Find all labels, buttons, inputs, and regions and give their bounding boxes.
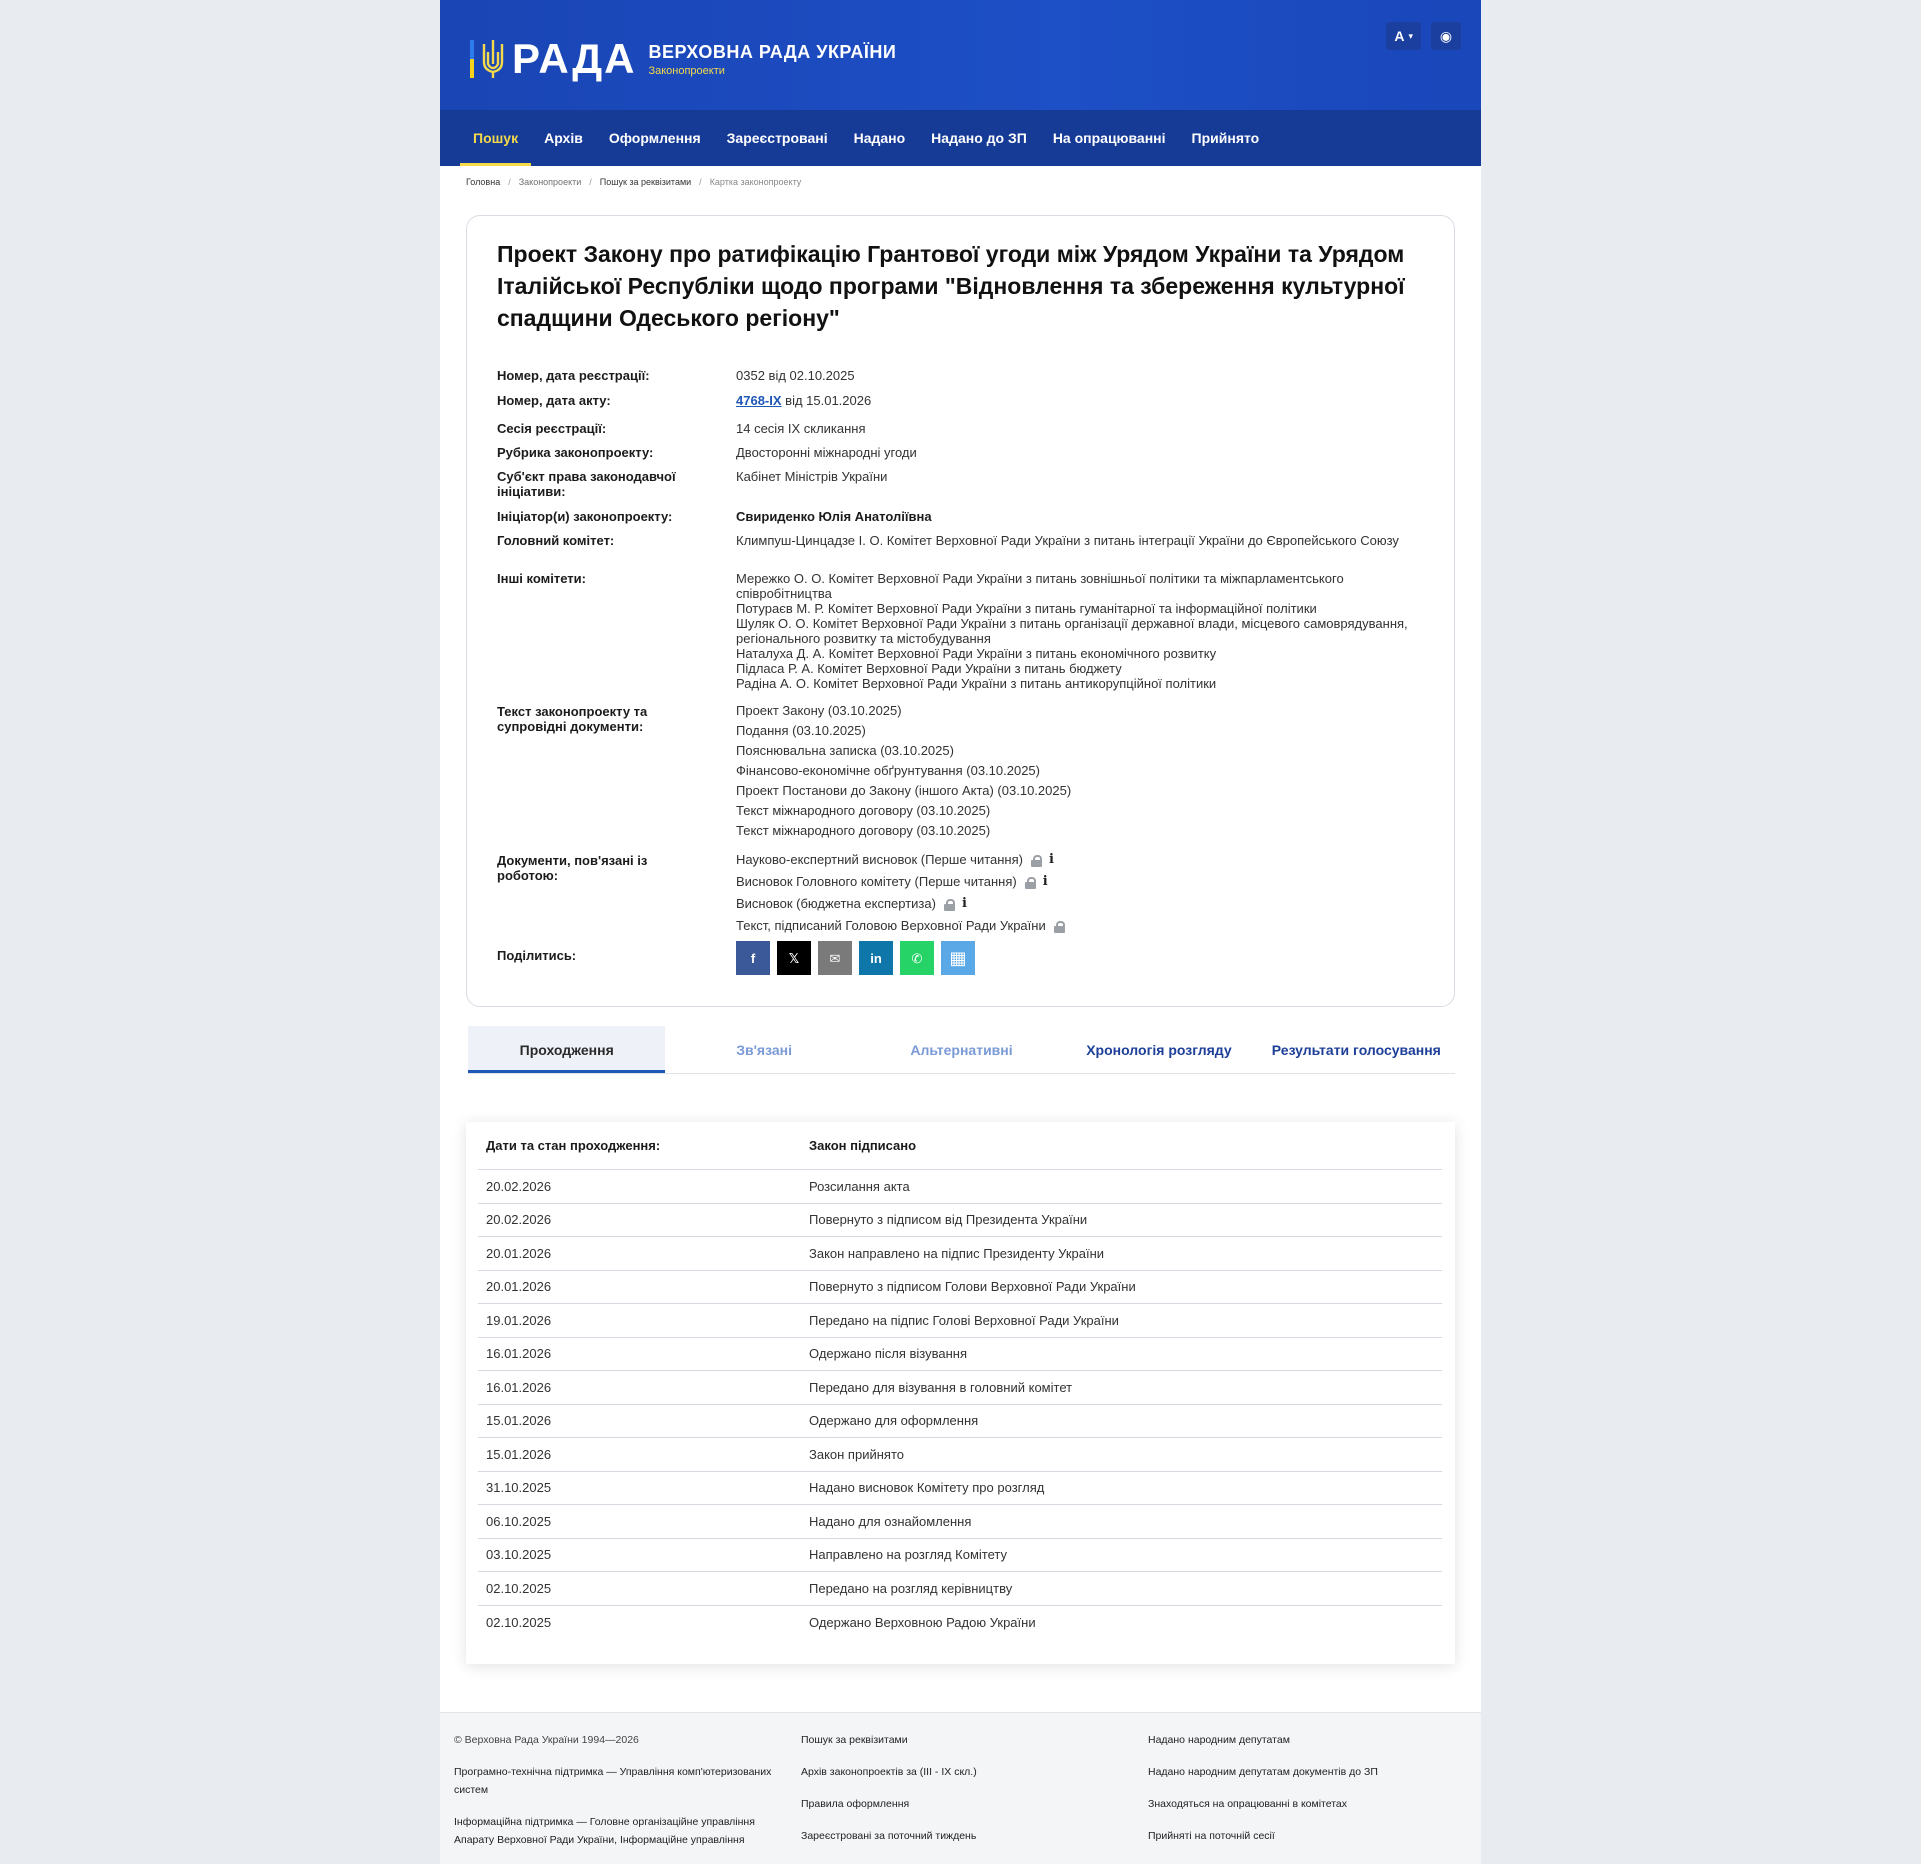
row-status: Одержано Верховною Радою України xyxy=(809,1614,1036,1630)
bill-title: Проект Закону про ратифікацію Грантової угоди між Урядом України та Урядом Італійської Республіки щодо програми "Відновлення та збереження культурної спадщини Одеського регіону" xyxy=(497,241,1405,331)
table-row xyxy=(478,1606,1442,1640)
nav-item-drafting[interactable]: Оформлення xyxy=(608,130,701,146)
row-status: Закон направлено на підпис Президенту України xyxy=(809,1245,1105,1261)
page xyxy=(440,0,1481,1864)
row-date: 31.10.2025 xyxy=(486,1480,552,1496)
footer-info-support: Інформаційна підтримка — Головне організаційне управління Апарату Верховної Ради України, Інформаційне управління xyxy=(454,1816,755,1846)
row-date: 03.10.2025 xyxy=(486,1547,552,1563)
row-status: Повернуто з підписом від Президента України xyxy=(809,1212,1088,1228)
linkedin-icon: in xyxy=(870,950,882,966)
nav-item-search[interactable]: Пошук xyxy=(460,110,531,166)
email-share-button[interactable] xyxy=(818,941,852,975)
tab-passage[interactable]: Проходження xyxy=(468,1026,665,1073)
facebook-share-button[interactable] xyxy=(736,941,770,975)
table-row xyxy=(478,1304,1442,1338)
field-value: Кабінет Міністрів України xyxy=(736,469,888,484)
document-link[interactable]: Проект Постанови до Закону (іншого Акта) (03.10.2025) xyxy=(736,783,1072,798)
list-item: Шуляк О. О. Комітет Верховної Ради України з питань організації державної влади, місцевого самоврядування, регіонального розвитку та містобудування xyxy=(736,616,1408,646)
logo-subtitle xyxy=(648,42,896,77)
footer-link[interactable]: Знаходяться на опрацюванні в комітетах xyxy=(1148,1798,1348,1810)
font-size-button[interactable] xyxy=(1386,22,1421,50)
eye-icon: ◉ xyxy=(1439,27,1453,44)
row-status: Повернуто з підписом Голови Верховної Ради України xyxy=(809,1279,1136,1295)
field-value xyxy=(736,509,1426,524)
table-row xyxy=(478,1371,1442,1405)
table-row xyxy=(478,1438,1442,1472)
section-name: Законопроекти xyxy=(648,64,725,77)
site-footer xyxy=(440,1712,1481,1864)
related-doc-link[interactable]: Текст, підписаний Головою Верховної Ради України xyxy=(736,918,1046,933)
document-link[interactable]: Проект Закону (03.10.2025) xyxy=(736,703,902,718)
breadcrumb-separator: / xyxy=(699,177,702,187)
nav-item-registered[interactable]: Зареєстровані xyxy=(726,130,828,146)
footer-col-links-2 xyxy=(1148,1731,1468,1859)
related-doc xyxy=(736,871,1426,893)
table-row xyxy=(478,1539,1442,1573)
footer-link[interactable]: Правила оформлення xyxy=(801,1798,910,1810)
lock-icon xyxy=(1025,877,1036,888)
field-label: Інші комітети: xyxy=(497,571,586,586)
row-status: Надано висновок Комітету про розгляд xyxy=(809,1480,1045,1496)
document-link[interactable]: Текст міжнародного договору (03.10.2025) xyxy=(736,823,991,838)
lock-icon xyxy=(1031,855,1042,866)
act-date: від 15.01.2026 xyxy=(781,393,872,408)
row-date: 02.10.2025 xyxy=(486,1580,552,1596)
row-date: 19.01.2026 xyxy=(486,1312,552,1328)
row-status: Одержано для оформлення xyxy=(809,1413,979,1429)
site-header xyxy=(440,0,1481,110)
field-label: Сесія реєстрації: xyxy=(497,421,607,436)
footer-link[interactable]: Архів законопроектів за (III - IX скл.) xyxy=(801,1766,977,1778)
breadcrumb xyxy=(466,177,801,187)
row-status: Направлено на розгляд Комітету xyxy=(809,1547,1007,1563)
facebook-icon: f xyxy=(750,950,756,966)
logo-word: РАДА xyxy=(512,35,637,82)
documents-list xyxy=(736,701,1426,841)
nav-item-in-processing[interactable]: На опрацюванні xyxy=(1052,130,1166,146)
document-link[interactable]: Текст міжнародного договору (03.10.2025) xyxy=(736,803,991,818)
field-label: Ініціатор(и) законопроекту: xyxy=(497,509,673,524)
footer-link[interactable]: Прийняті на поточній сесії xyxy=(1148,1830,1275,1842)
field-label: Текст законопроекту та супровідні документи: xyxy=(497,704,648,734)
footer-tech-support: Програмно-технічна підтримка — Управління комп'ютеризованих систем xyxy=(454,1766,772,1796)
field-value xyxy=(736,393,1426,408)
field-value: Двосторонні міжнародні угоди xyxy=(736,445,917,460)
field-value: Климпуш-Цинцадзе І. О. Комітет Верховної Ради України з питань інтеграції України до Європейського Союзу xyxy=(736,533,1399,548)
row-date: 15.01.2026 xyxy=(486,1413,552,1429)
nav-item-submitted-zp[interactable]: Надано до ЗП xyxy=(931,130,1027,146)
header-tools xyxy=(1386,22,1461,50)
share-buttons xyxy=(736,941,975,975)
info-icon[interactable]: i xyxy=(1042,874,1048,889)
footer-link[interactable]: Надано народним депутатам xyxy=(1148,1734,1290,1746)
row-date: 20.01.2026 xyxy=(486,1245,552,1261)
field-label: Номер, дата реєстрації: xyxy=(497,368,650,383)
list-item: Потураєв М. Р. Комітет Верховної Ради України з питань гуманітарної та інформаційної політики xyxy=(736,601,1317,616)
bill-card xyxy=(466,215,1455,1007)
list-item: Радіна А. О. Комітет Верховної Ради України з питань антикорупційної політики xyxy=(736,676,1217,691)
list-item: Наталуха Д. А. Комітет Верховної Ради України з питань економічного розвитку xyxy=(736,646,1217,661)
field-label: Номер, дата акту: xyxy=(497,393,611,408)
breadcrumb-separator: / xyxy=(589,177,592,187)
nav-item-submitted[interactable]: Надано xyxy=(853,130,906,146)
column-header-status: Закон підписано xyxy=(809,1138,917,1153)
linkedin-share-button[interactable] xyxy=(859,941,893,975)
table-row xyxy=(478,1472,1442,1506)
breadcrumb-current: Картка законопроекту xyxy=(709,177,802,187)
other-committees-list xyxy=(736,571,1426,691)
lock-icon xyxy=(944,899,955,910)
whatsapp-share-button[interactable] xyxy=(900,941,934,975)
tab-voting-results[interactable]: Результати голосування xyxy=(1271,1042,1441,1058)
field-label: Поділитись: xyxy=(497,948,577,963)
breadcrumb-search[interactable]: Пошук за реквізитами xyxy=(599,177,692,187)
list-item: Підласа Р. А. Комітет Верховної Ради України з питань бюджету xyxy=(736,661,1122,676)
row-status: Передано на розгляд керівництву xyxy=(809,1580,1013,1596)
footer-col-info xyxy=(454,1731,784,1863)
lock-icon xyxy=(1054,921,1065,932)
initiator-name: Свириденко Юлія Анатоліївна xyxy=(736,509,932,524)
related-doc-link[interactable]: Висновок Головного комітету (Перше читання) xyxy=(736,874,1017,889)
related-doc xyxy=(736,849,1426,871)
table-row xyxy=(478,1572,1442,1606)
field-value: 0352 від 02.10.2025 xyxy=(736,368,855,383)
row-status: Надано для ознайомлення xyxy=(809,1513,972,1529)
row-status: Передано на підпис Голові Верховної Ради України xyxy=(809,1312,1119,1328)
footer-link[interactable]: Зареєстровані за поточний тиждень xyxy=(801,1830,977,1842)
tab-chronology[interactable]: Хронологія розгляду xyxy=(1086,1042,1232,1058)
footer-col-links-1 xyxy=(801,1731,1121,1859)
nav-item-archive[interactable]: Архів xyxy=(544,130,583,146)
list-item: Мережко О. О. Комітет Верховної Ради України з питань зовнішньої політики та міжпарламентського співробітництва xyxy=(736,571,1344,601)
act-link[interactable]: 4768-IX xyxy=(736,393,782,408)
footer-link[interactable]: Надано народним депутатам документів до ЗП xyxy=(1148,1766,1378,1778)
document-link[interactable]: Фінансово-економічне обґрунтування (03.10.2025) xyxy=(736,763,1040,778)
row-date: 20.02.2026 xyxy=(486,1212,552,1228)
row-date: 16.01.2026 xyxy=(486,1346,552,1362)
site-logo[interactable] xyxy=(470,35,897,82)
qr-code-icon: ▦ xyxy=(949,947,967,968)
row-status: Передано для візування в головний комітет xyxy=(809,1379,1073,1395)
footer-copyright: © Верховна Рада України 1994—2026 xyxy=(454,1734,639,1746)
row-status: Закон прийнято xyxy=(809,1446,904,1462)
table-row xyxy=(478,1505,1442,1539)
row-date: 02.10.2025 xyxy=(486,1614,552,1630)
table-row xyxy=(478,1237,1442,1271)
field-label: Документи, пов'язані із роботою: xyxy=(497,853,648,883)
table-row xyxy=(478,1204,1442,1238)
column-header-dates: Дати та стан проходження: xyxy=(486,1138,661,1153)
field-value: 14 сесія IX скликання xyxy=(736,421,866,436)
breadcrumb-bills[interactable]: Законопроекти xyxy=(518,177,582,187)
related-docs-list xyxy=(736,849,1426,937)
related-doc xyxy=(736,915,1426,937)
row-date: 15.01.2026 xyxy=(486,1446,552,1462)
font-size-label: A xyxy=(1394,28,1405,44)
table-row xyxy=(478,1405,1442,1439)
footer-link[interactable]: Пошук за реквізитами xyxy=(801,1734,908,1746)
trident-icon xyxy=(480,38,506,80)
flag-bar xyxy=(470,40,474,78)
info-icon[interactable]: i xyxy=(1048,852,1054,867)
field-label: Суб'єкт права законодавчої ініціативи: xyxy=(497,469,676,499)
related-doc-link[interactable]: Висновок (бюджетна експертиза) xyxy=(736,896,936,911)
breadcrumb-home[interactable]: Головна xyxy=(466,177,501,187)
table-row xyxy=(478,1170,1442,1204)
breadcrumb-separator: / xyxy=(508,177,511,187)
chevron-down-icon: ▾ xyxy=(1408,30,1413,41)
x-icon: 𝕏 xyxy=(788,950,800,966)
accessibility-eye-button[interactable] xyxy=(1431,22,1461,50)
related-doc-link[interactable]: Науково-експертний висновок (Перше читання) xyxy=(736,852,1023,867)
mail-icon: ✉ xyxy=(829,950,841,966)
whatsapp-icon: ✆ xyxy=(911,950,923,966)
row-date: 06.10.2025 xyxy=(486,1513,552,1529)
main-nav xyxy=(440,110,1481,166)
tab-linked[interactable]: Зв'язані xyxy=(736,1042,792,1058)
document-link[interactable]: Пояснювальна записка (03.10.2025) xyxy=(736,743,954,758)
row-status: Розсилання акта xyxy=(809,1178,910,1194)
qr-share-button[interactable] xyxy=(941,941,975,975)
x-share-button[interactable] xyxy=(777,941,811,975)
row-date: 16.01.2026 xyxy=(486,1379,552,1395)
tab-alternative[interactable]: Альтернативні xyxy=(910,1042,1013,1058)
table-row xyxy=(478,1338,1442,1372)
field-label: Рубрика законопроекту: xyxy=(497,445,654,460)
row-status: Одержано після візування xyxy=(809,1346,967,1362)
nav-item-adopted[interactable]: Прийнято xyxy=(1191,130,1260,146)
info-icon[interactable]: i xyxy=(961,896,967,911)
table-header xyxy=(478,1122,1442,1170)
passage-table xyxy=(478,1122,1442,1639)
row-date: 20.02.2026 xyxy=(486,1178,552,1194)
passage-table-card xyxy=(466,1122,1455,1664)
field-label: Головний комітет: xyxy=(497,533,615,548)
related-doc xyxy=(736,893,1426,915)
table-row xyxy=(478,1271,1442,1305)
tab-bar xyxy=(468,1026,1455,1074)
document-link[interactable]: Подання (03.10.2025) xyxy=(736,723,866,738)
row-date: 20.01.2026 xyxy=(486,1279,552,1295)
org-name: ВЕРХОВНА РАДА УКРАЇНИ xyxy=(648,41,897,62)
